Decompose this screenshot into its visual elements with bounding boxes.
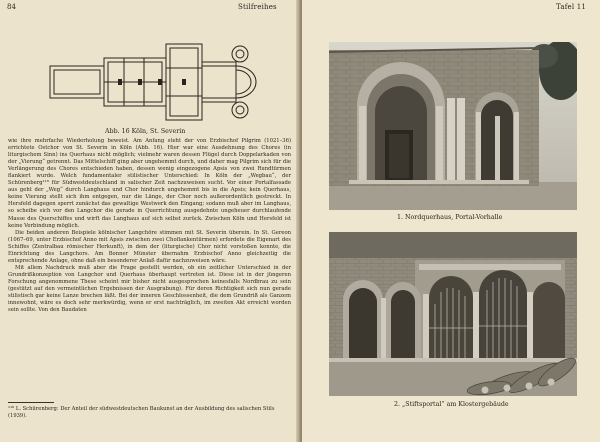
paragraph: wie ihre mehrfache Wiederholung beweist. Am Anfang steht der von Erzbischof Pilgrim (1021–36) errichtete Ostchor von St. Severin in Köln (Abb. 16). Hier war eine Ausdehnung des Chores (in liturgischem Sinn) ins Querhaus nicht möglich; vielmehr waren dessen Flügel durch Doppelarkaden von der „Vierung“ getrennt. Das Mittelschiff ging aber ungehemmt durch, und daher mag Pilgrim sich für die Verlängerung des Chores entschieden haben, dessen wenig eingezogene Apsis von zwei Rundtürmen flankiert wurde. Welch fundamentaler stilistischer Unterschied: In Köln der „Wegbau“, der Schürenberg¹¹⁶ für Südwestdeutschland in salischer Zeit nachzuweisen sucht. Vor einer Portalfassade aus geht der „Weg“ durch Langhaus und Chor hindurch ungehemmt bis in die Apsis; kein Querhaus, keine Vierung stellt sich ihm entgegen, nur die Länge, der Chor noch außerordentlich gestreckt. In Hersfeld dagegen sperrt zunächst das gewaltige Westwerk den Eingang; sodann muß aber im Langhaus, so scheibe sich vor den Langchor die gerade in Querrichtung ausgedehnte ungeheuer durchlaufende Masse des Querschiffes und wirft das Langhaus auf sich selbst zurück. Zwischen Köln und Hersfeld ist keine Verbindung möglich. [8, 138, 291, 229]
footnote-rule [8, 402, 54, 403]
figure-caption: Abb. 16 Köln, St. Severin [105, 128, 186, 135]
photo-portal-porch [329, 42, 577, 210]
body-text [8, 138, 291, 314]
footnote: ¹¹⁶ L. Schürenberg: Der Anteil der südwestdeutschen Baukunst an der Ausbildung des salischen Stils (1939). [8, 406, 275, 419]
running-head: Stilfreihes [238, 3, 277, 11]
photo-caption-bottom: 2. „Stiftsportal“ am Klostergebäude [394, 401, 509, 408]
page-number: 84 [7, 3, 16, 11]
paragraph: Mit allem Nachdruck muß aber die Frage gestellt werden, ob ein zeitlicher Unterschied in der Grundrißkonzeption von Langchor und Querhaus überhaupt vertreten ist. Diese ist in der jüngeren Forschung angenommene These scheint mir bisher nicht ausgesprochen keinesfalls Nordbrau zu sein (gestützt auf den vermeintlichen Ergebnissen der Ausgrabung). Für deren Richtigkeit sich nun gerade stilistisch gar keine Lanze brechen läßt. Bei der inneren Geschlossenheit, die dem Grundriß als Ganzem innewohnt, wäre es doch sehr merkwürdig, wenn er erst nachträglich, im zweiten Akt erreicht worden sein sollte. Von den Baudaten [8, 264, 291, 314]
paragraph: Die beiden anderen Beispiele kölnischer Langchöre stimmen mit St. Severin überein. In St. Gereon (1067–69, unter Erzbischof Anno mit Apsis zwischen zwei Choflankentürmen) erfordete die Eigenart des Schiffes (Zentralbau römischer Herkunft), in dem der (liturgische) Chor nicht vorstoßen konnte, die Einrichtung des Langchors. Am Bonner Münster übernahm Erzbischof Anno gleichzeitig die entsprechende Anlage, ohne daß ein besonderer Anlaß dafür nachzuweisen wäre. [8, 229, 291, 264]
floor-plan-figure [44, 40, 262, 124]
plate-label: Tafel 11 [556, 3, 587, 11]
photo-caption-top: 1. Nordquerhaus, Portal-Vorhalle [397, 214, 503, 221]
photo-stiftsportal [329, 232, 577, 396]
right-page [302, 0, 600, 442]
